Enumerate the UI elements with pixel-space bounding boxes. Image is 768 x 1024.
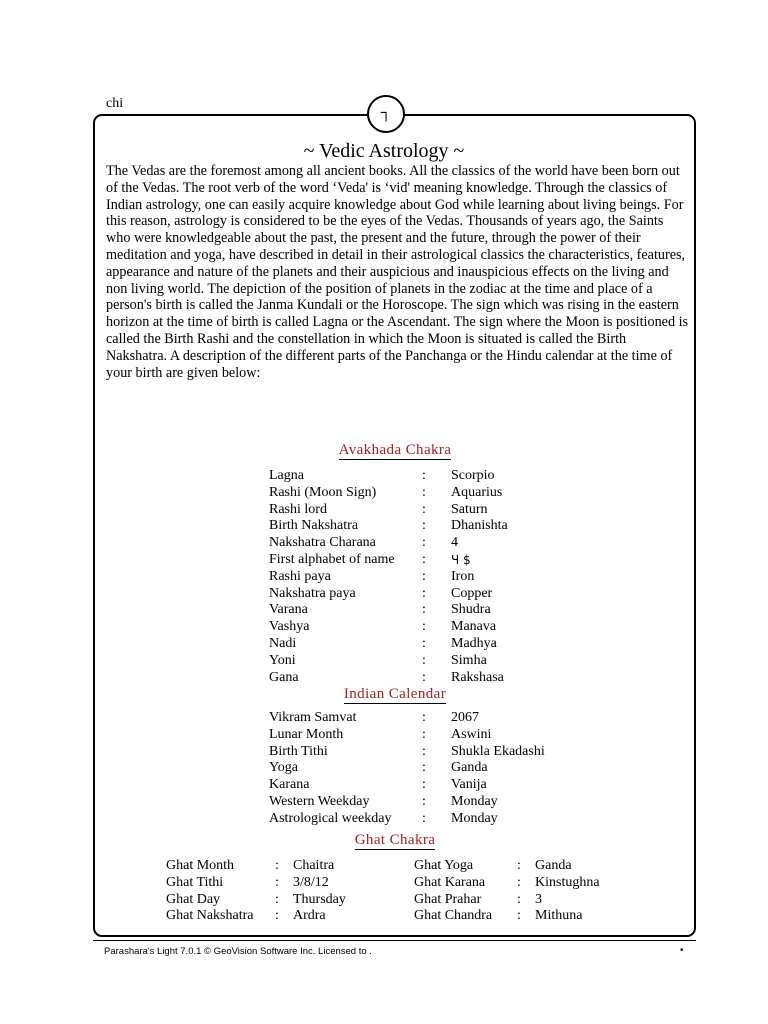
table-row <box>414 858 654 875</box>
table-row <box>414 908 654 925</box>
table-row <box>269 552 569 569</box>
row-label: Vikram Samvat <box>269 710 357 725</box>
row-separator: : <box>275 908 279 924</box>
row-separator: : <box>422 760 426 776</box>
intro-paragraph: The Vedas are the foremost among all ancient books. All the classics of the world have been born out of the Vedas. The root verb of the word ‘Veda' is ‘vid' meaning knowledge. Through the classics of Indian astrology, one can easily acquire knowledge about God while learning about living beings. For this reason, astrology is considered to be the eyes of the Vedas. Thousands of years ago, the Saints who were knowledgeable about the past, the present and the future, through the power of their meditation and yoga, have described in detail in their astrological classics the characteristics, features, appearance and nature of the planets and their auspicious and inauspicious effects on the living and non living world. The depiction of the position of planets in the zodiac at the time and place of a person's birth is called the Janma Kundali or the Horoscope. The sign which was rising in the eastern horizon at the time of birth is called Lagna or the Ascendant. The sign where the Moon is positioned is called the Birth Rashi and the constellation in which the Moon is situated is called the Birth Nakshatra. A description of the different parts of the Panchanga or the Hindu calendar at the time of your birth are given below: <box>106 163 689 381</box>
ghat-chakra-title-text: Ghat Chakra <box>354 832 436 848</box>
row-separator: : <box>422 710 426 725</box>
table-row <box>269 670 569 687</box>
row-value: Ganda <box>535 858 572 873</box>
table-row <box>269 710 569 727</box>
row-separator: : <box>422 652 426 668</box>
row-value: Mithuna <box>535 908 583 924</box>
footer-text: Parashara's Light 7.0.1 © GeoVision Software Inc. Licensed to . <box>104 946 372 957</box>
row-label: Western Weekday <box>269 793 370 809</box>
row-value: Madhya <box>451 635 497 651</box>
row-label: Karana <box>269 777 310 793</box>
row-separator: : <box>422 468 426 483</box>
row-value: Copper <box>451 585 493 601</box>
avakhada-chakra-title-text: Avakhada Chakra <box>338 442 452 458</box>
row-value: Thursday <box>293 891 346 907</box>
table-row <box>414 875 654 892</box>
table-row <box>269 619 569 636</box>
avakhada-chakra-title <box>0 442 768 459</box>
row-label: Lunar Month <box>269 726 344 742</box>
row-value: Chaitra <box>293 858 335 873</box>
row-label: Birth Tithi <box>269 743 328 759</box>
table-row <box>166 875 406 892</box>
table-row <box>269 727 569 744</box>
row-value: Rakshasa <box>451 669 504 685</box>
footer-bullet: • <box>680 945 684 956</box>
row-value: Ч $ <box>451 552 471 567</box>
row-separator: : <box>422 501 426 517</box>
row-label: Ghat Chandra <box>414 908 493 924</box>
row-separator: : <box>517 858 521 873</box>
row-value: Dhanishta <box>451 518 508 534</box>
table-row <box>269 653 569 670</box>
table-row <box>269 794 569 811</box>
table-row <box>269 569 569 586</box>
row-label: Rashi lord <box>269 501 327 517</box>
table-row <box>269 811 569 828</box>
row-value: Vanija <box>451 777 487 793</box>
row-value: Iron <box>451 568 475 584</box>
ghat-right-table <box>414 858 654 925</box>
row-value: Shudra <box>451 602 491 618</box>
row-label: Ghat Nakshatra <box>166 908 254 924</box>
row-separator: : <box>422 585 426 601</box>
row-value: 3 <box>535 891 542 907</box>
row-value: 3/8/12 <box>293 874 329 890</box>
row-value: Ganda <box>451 760 488 776</box>
row-value: Ardra <box>293 908 326 924</box>
row-separator: : <box>422 484 426 500</box>
row-label: Vashya <box>269 619 310 635</box>
table-row <box>166 892 406 909</box>
row-label: Lagna <box>269 468 304 483</box>
table-row <box>269 535 569 552</box>
row-label: Gana <box>269 669 299 685</box>
row-separator: : <box>422 551 426 567</box>
table-row <box>269 468 569 485</box>
row-label: Nakshatra paya <box>269 585 356 601</box>
table-row <box>269 602 569 619</box>
row-value: Monday <box>451 810 498 826</box>
row-label: Ghat Month <box>166 858 235 873</box>
row-value: Kinstughna <box>535 874 600 890</box>
row-label: Rashi (Moon Sign) <box>269 484 377 500</box>
row-separator: : <box>422 810 426 826</box>
row-label: Ghat Tithi <box>166 874 224 890</box>
row-separator: : <box>422 793 426 809</box>
table-row <box>269 502 569 519</box>
row-label: Nadi <box>269 635 297 651</box>
table-row <box>269 485 569 502</box>
row-separator: : <box>422 777 426 793</box>
row-label: Varana <box>269 602 308 618</box>
footer-divider <box>93 940 696 941</box>
avakhada-table <box>269 468 569 686</box>
page-number-badge: ┐ <box>367 95 405 133</box>
row-value: Saturn <box>451 501 488 517</box>
row-separator: : <box>517 891 521 907</box>
row-separator: : <box>422 518 426 534</box>
row-separator: : <box>275 891 279 907</box>
page-title: ~ Vedic Astrology ~ <box>303 140 465 162</box>
table-row <box>269 636 569 653</box>
row-separator: : <box>422 568 426 584</box>
row-label: Yoni <box>269 652 296 668</box>
table-row <box>269 586 569 603</box>
header-label: chi <box>106 96 124 111</box>
row-label: Ghat Yoga <box>414 858 474 873</box>
row-value: Aswini <box>451 726 492 742</box>
row-separator: : <box>275 858 279 873</box>
row-label: Ghat Day <box>166 891 221 907</box>
row-value: Aquarius <box>451 484 503 500</box>
table-row <box>414 892 654 909</box>
indian-calendar-table <box>269 710 569 828</box>
ghat-chakra-title <box>0 832 768 849</box>
row-value: Monday <box>451 793 498 809</box>
row-label: Rashi paya <box>269 568 331 584</box>
row-separator: : <box>275 874 279 890</box>
row-value: Simha <box>451 652 487 668</box>
row-label: Nakshatra Charana <box>269 535 376 551</box>
table-row <box>166 908 406 925</box>
row-value: Scorpio <box>451 468 495 483</box>
row-value: Shukla Ekadashi <box>451 743 545 759</box>
table-row <box>269 518 569 535</box>
row-separator: : <box>517 874 521 890</box>
row-label: Yoga <box>269 760 298 776</box>
row-value: Manava <box>451 619 497 635</box>
row-label: First alphabet of name <box>269 551 395 567</box>
table-row <box>166 858 406 875</box>
row-separator: : <box>422 602 426 618</box>
row-separator: : <box>517 908 521 924</box>
ghat-left-table <box>166 858 406 925</box>
table-row <box>269 777 569 794</box>
row-separator: : <box>422 619 426 635</box>
indian-calendar-title <box>0 686 768 703</box>
row-label: Ghat Prahar <box>414 891 482 907</box>
row-label: Ghat Karana <box>414 874 486 890</box>
row-separator: : <box>422 635 426 651</box>
row-separator: : <box>422 726 426 742</box>
row-label: Astrological weekday <box>269 810 392 826</box>
table-row <box>269 744 569 761</box>
row-separator: : <box>422 669 426 685</box>
row-label: Birth Nakshatra <box>269 518 359 534</box>
table-row <box>269 760 569 777</box>
row-value: 2067 <box>451 710 479 725</box>
row-separator: : <box>422 535 426 551</box>
row-separator: : <box>422 743 426 759</box>
row-value: 4 <box>451 535 458 551</box>
indian-calendar-title-text: Indian Calendar <box>343 686 447 702</box>
